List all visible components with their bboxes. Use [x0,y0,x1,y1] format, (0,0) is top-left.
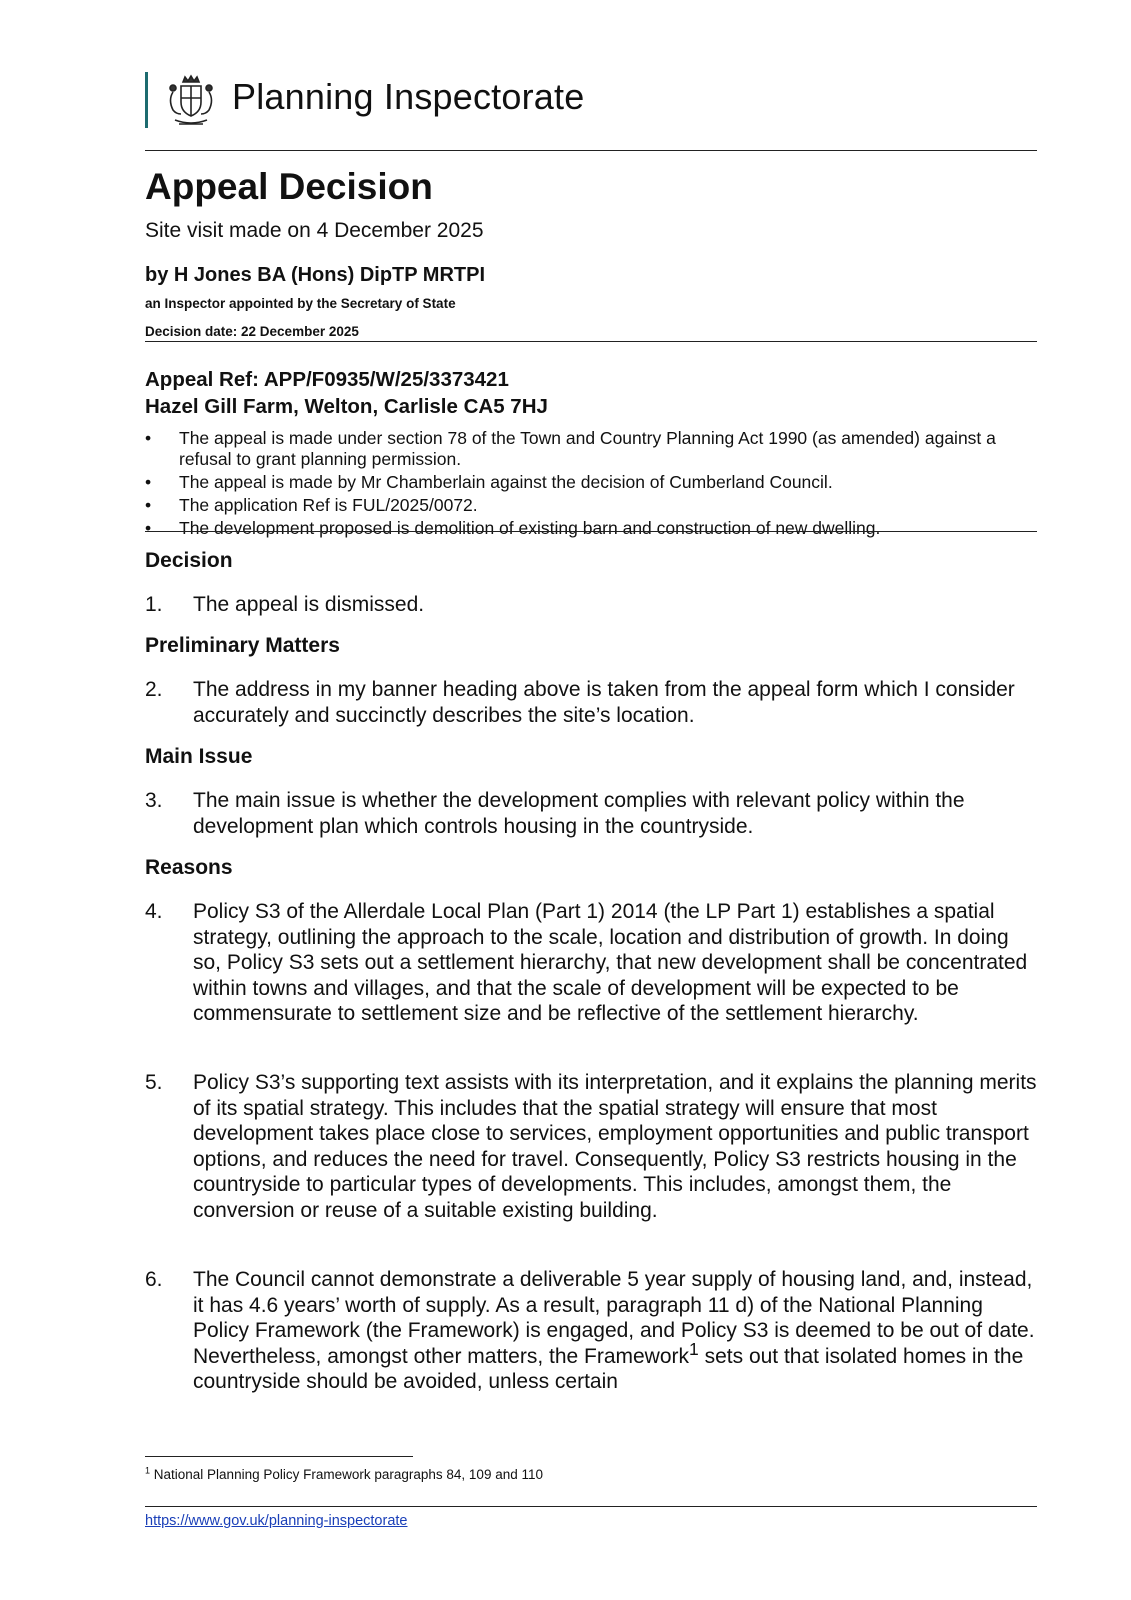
brand-name: Planning Inspectorate [232,76,585,117]
paragraph-text: The Council cannot demonstrate a deliverable 5 year supply of housing land, and, instead, it has 4.6 years’ worth of supply. As a result, paragraph 11 d) of the National Planning Policy Framework (the Framework) is engaged, and Policy S3 is deemed to be out of date. Nevertheless, amongst other matters, the Framework$^1$ sets out that isolated homes in the countryside should be avoided, unless certain [193,1268,1035,1394]
title-divider [145,341,1037,342]
footnote-divider [145,1456,413,1457]
royal-crest-icon [163,72,219,128]
paragraph-number: 1. [145,593,163,616]
footnote-text: National Planning Policy Framework paragraphs 84, 109 and 110 [150,1467,543,1482]
appeal-ref: Appeal Ref: APP/F0935/W/25/3373421 [145,368,509,391]
paragraph-number: 5. [145,1071,163,1094]
paragraph-2 [145,677,1037,728]
header-divider [145,150,1037,151]
paragraph-number: 3. [145,789,163,812]
paragraph-text: The address in my banner heading above is taken from the appeal form which I consider accurately and succinctly describes the site’s location. [193,678,1015,727]
paragraph-6 [145,1267,1037,1395]
paragraph-3 [145,788,1037,839]
section-heading-reasons: Reasons [145,856,233,879]
footnote-mark: 1 [145,1465,151,1476]
paragraph-number: 4. [145,900,163,923]
list-item: • The development proposed is demolition of existing barn and construction of new dwelling. [145,518,881,538]
bullet-icon: • [145,472,152,492]
section-heading-preliminary-matters: Preliminary Matters [145,634,340,657]
paragraph-text: Policy S3’s supporting text assists with its interpretation, and it explains the planning merits of its spatial strategy. This includes that the spatial strategy will ensure that most development takes place close to services, employment opportunities and public transport options, and reduces the need for travel. Consequently, Policy S3 restricts housing in the countryside to particular types of developments. This includes, amongst them, the conversion or reuse of a suitable existing building. [193,1071,1037,1222]
inspector-appointment: an Inspector appointed by the Secretary of State [145,296,456,311]
decision-date: Decision date: 22 December 2025 [145,324,359,339]
footer-divider [145,1506,1037,1507]
footnote [145,1467,543,1482]
summary-divider [145,531,1037,532]
bullet-icon: • [145,495,152,515]
appeal-details-list [145,428,1037,541]
paragraph-1 [145,592,1037,618]
brand-accent-bar [145,72,148,128]
list-item: • The appeal is made under section 78 of the Town and Country Planning Act 1990 (as amended) against a refusal to grant planning permission. [145,428,996,469]
paragraph-text: Policy S3 of the Allerdale Local Plan (Part 1) 2014 (the LP Part 1) establishes a spatial strategy, outlining the approach to the scale, location and distribution of growth. In doing so, Policy S3 sets out a settlement hierarchy, that new development shall be concentrated within towns and villages, and that the scale of development will be expected to be commensurate to settlement size and be reflective of the settlement hierarchy. [193,900,1028,1026]
list-item: • The appeal is made by Mr Chamberlain against the decision of Cumberland Council. [145,472,833,492]
bullet-icon: • [145,518,152,538]
footnote-reference[interactable]: 1 [689,1338,699,1359]
page-title: Appeal Decision [145,166,433,207]
section-heading-main-issue: Main Issue [145,745,253,768]
paragraph-4 [145,899,1037,1027]
paragraph-number: 6. [145,1268,163,1291]
inspector-name: by H Jones BA (Hons) DipTP MRTPI [145,264,486,286]
bullet-icon: • [145,428,152,448]
section-heading-decision: Decision [145,549,233,572]
paragraph-5 [145,1070,1037,1224]
appeal-address: Hazel Gill Farm, Welton, Carlisle CA5 7HJ [145,395,548,418]
site-visit-date: Site visit made on 4 December 2025 [145,219,484,242]
paragraph-number: 2. [145,678,163,701]
paragraph-text: The appeal is dismissed. [193,593,425,616]
list-item: • The application Ref is FUL/2025/0072. [145,495,478,515]
paragraph-text: The main issue is whether the development complies with relevant policy within the development plan which controls housing in the countryside. [193,789,965,838]
footer-website-link[interactable]: https://www.gov.uk/planning-inspectorate [145,1513,408,1529]
